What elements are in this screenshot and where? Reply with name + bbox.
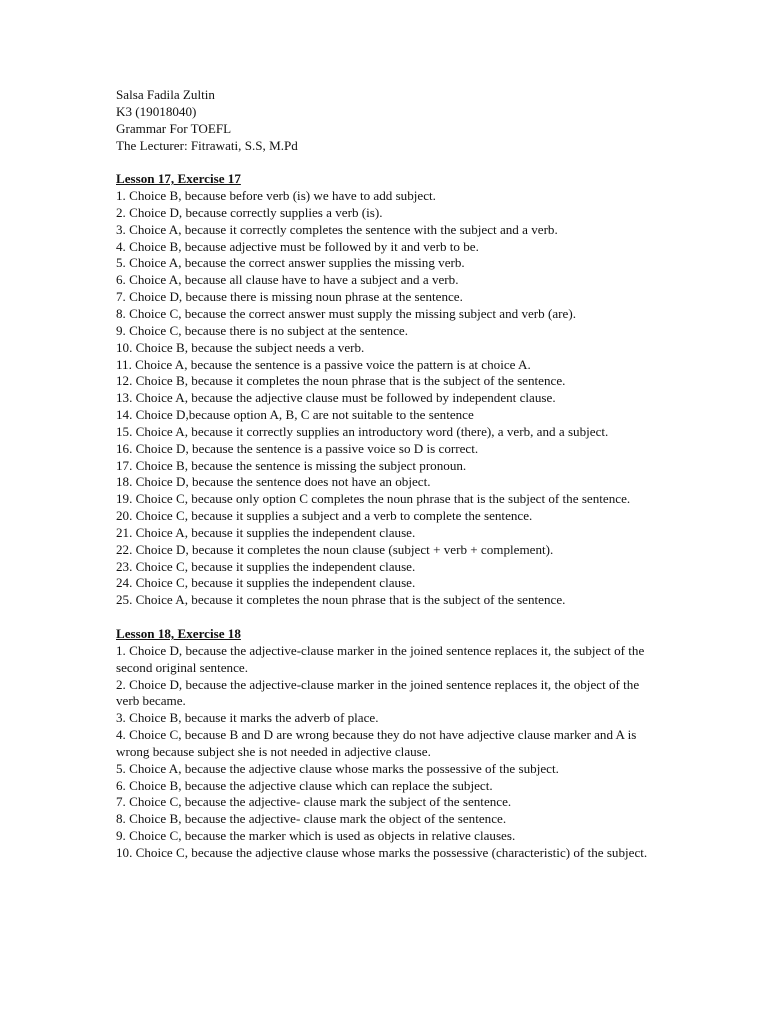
list-item: 25. Choice A, because it completes the noun phrase that is the subject of the sentence. [116,592,566,608]
list-item: 5. Choice A, because the adjective clause whose marks the possessive of the subject. [116,760,559,776]
list-item: 6. Choice B, because the adjective clause which can replace the subject. [116,777,493,793]
list-item: 10. Choice C, because the adjective clause whose marks the possessive (characteristic) of the subject. [116,844,648,860]
list-item: 18. Choice D, because the sentence does not have an object. [116,474,431,490]
list-item: 4. Choice C, because B and D are wrong because they do not have adjective clause marker and A is wrong because subject she is not needed in adjective clause. [116,727,637,759]
list-item: 3. Choice B, because it marks the adverb of place. [116,710,379,726]
list-item: 23. Choice C, because it supplies the independent clause. [116,558,416,574]
lesson-17-answers [116,188,656,609]
list-item: 7. Choice C, because the adjective- clause mark the subject of the sentence. [116,794,512,810]
list-item: 21. Choice A, because it supplies the independent clause. [116,524,416,540]
list-item: 9. Choice C, because the marker which is used as objects in relative clauses. [116,828,516,844]
lesson-18-section [116,626,656,862]
list-item: 2. Choice D, because the adjective-clause marker in the joined sentence replaces it, the object of the verb became. [116,676,640,709]
lesson-17-section [116,171,656,609]
list-item: 16. Choice D, because the sentence is a passive voice so D is correct. [116,440,479,456]
list-item: 12. Choice B, because it completes the noun phrase that is the subject of the sentence. [116,373,566,389]
list-item: 15. Choice A, because it correctly supplies an introductory word (there), a verb, and a subject. [116,423,609,439]
list-item: 24. Choice C, because it supplies the independent clause. [116,575,416,591]
student-name: Salsa Fadila Zultin [116,87,215,102]
lesson-18-title: Lesson 18, Exercise 18 [116,626,241,641]
list-item: 5. Choice A, because the correct answer supplies the missing verb. [116,255,465,271]
list-item: 6. Choice A, because all clause have to have a subject and a verb. [116,272,459,288]
list-item: 1. Choice D, because the adjective-clause marker in the joined sentence replaces it, the subject of the second original sentence. [116,642,645,675]
student-info [116,87,656,154]
list-item: 2. Choice D, because correctly supplies a verb (is). [116,204,383,220]
list-item: 4. Choice B, because adjective must be followed by it and verb to be. [116,238,479,254]
lesson-18-answers [116,643,656,862]
list-item: 19. Choice C, because only option C completes the noun phrase that is the subject of the sentence. [116,491,631,507]
list-item: 8. Choice C, because the correct answer must supply the missing subject and verb (are). [116,305,576,321]
list-item: 20. Choice C, because it supplies a subject and a verb to complete the sentence. [116,508,533,524]
list-item: 11. Choice A, because the sentence is a passive voice the pattern is at choice A. [116,356,531,372]
lesson-17-title: Lesson 17, Exercise 17 [116,171,241,187]
class-id: K3 (19018040) [116,103,197,119]
list-item: 13. Choice A, because the adjective clause must be followed by independent clause. [116,390,556,406]
list-item: 22. Choice D, because it completes the noun clause (subject + verb + complement). [116,541,554,557]
list-item: 8. Choice B, because the adjective- clause mark the object of the sentence. [116,811,507,827]
list-item: 1. Choice B, because before verb (is) we have to add subject. [116,188,436,204]
list-item: 10. Choice B, because the subject needs a verb. [116,339,365,355]
list-item: 9. Choice C, because there is no subject at the sentence. [116,322,408,338]
list-item: 7. Choice D, because there is missing noun phrase at the sentence. [116,289,463,305]
course-name: Grammar For TOEFL [116,120,232,136]
list-item: 14. Choice D,because option A, B, C are not suitable to the sentence [116,407,474,423]
list-item: 3. Choice A, because it correctly completes the sentence with the subject and a verb. [116,221,558,237]
list-item: 17. Choice B, because the sentence is missing the subject pronoun. [116,457,467,473]
lecturer-name: The Lecturer: Fitrawati, S.S, M.Pd [116,137,298,153]
document-page [116,87,656,879]
